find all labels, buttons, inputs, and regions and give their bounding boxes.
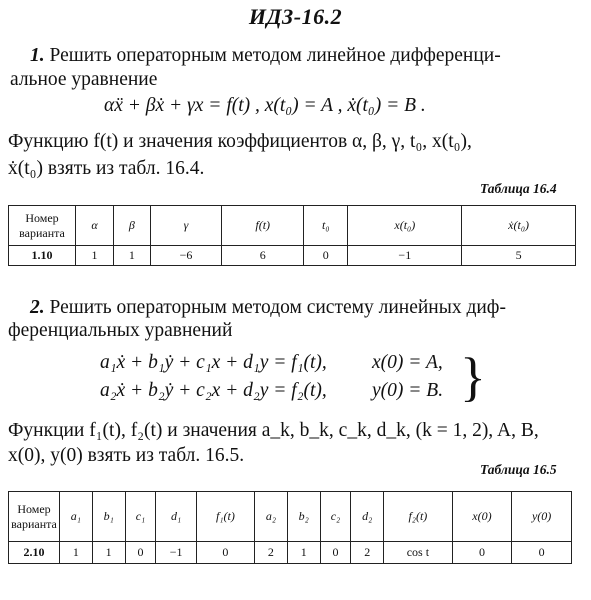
problem1-text-line2: альное уравнение (10, 69, 158, 90)
problem1-line1 (30, 44, 590, 68)
table2-cell: 2.10 (9, 542, 60, 564)
table1 (8, 205, 576, 266)
problem1-text-line3: Функцию f(t) и значения коэффициентов α, β, γ, t₀, x(t₀), (8, 131, 472, 152)
table2-cell: 0 (452, 542, 512, 564)
table2-cell: 0 (196, 542, 254, 564)
table1-cell: 0 (304, 246, 348, 266)
table-row (9, 246, 576, 266)
table1-header-cell: Номер варианта (9, 206, 76, 246)
table1-cell: 1.10 (9, 246, 76, 266)
table2-header-cell: x(0) (452, 492, 512, 542)
table1-header-cell: γ (150, 206, 222, 246)
table1-cell: 1 (114, 246, 150, 266)
problem1-text-line4: ẋ(t₀) взять из табл. 16.4. (8, 158, 205, 179)
problem2-line1 (30, 296, 590, 320)
table1-header-row (9, 206, 576, 246)
table2-cell: 1 (60, 542, 93, 564)
table1-header-cell: f(t) (222, 206, 304, 246)
table1-cell: −6 (150, 246, 222, 266)
table2 (8, 491, 572, 564)
table1-cell: 1 (76, 246, 114, 266)
problem2-text-line3: Функции f₁(t), f₂(t) и значения a_k, b_k, c_k, d_k, (k = 1, 2), A, B, (8, 420, 539, 441)
table1-cell: 6 (222, 246, 304, 266)
table2-cell: 1 (287, 542, 320, 564)
table1-caption: Таблица 16.4 (480, 181, 557, 196)
table2-cell: cos t (384, 542, 452, 564)
table2-cell: 0 (512, 542, 572, 564)
table2-header-cell: a₁ (60, 492, 93, 542)
table2-header-cell: b₂ (287, 492, 320, 542)
table2-header-row (9, 492, 572, 542)
problem2-condition1: x(0) = A, (372, 352, 443, 373)
problem1-text-line1: Решить операторным методом линейное дифференци- (49, 45, 501, 66)
table1-header-cell: t₀ (304, 206, 348, 246)
problem2-equation2: a₂ẋ + b₂ẏ + c₂x + d₂y = f₂(t), (100, 380, 327, 401)
right-brace-icon: } (460, 347, 486, 407)
table2-caption: Таблица 16.5 (480, 462, 557, 477)
table2-header-cell: a₂ (255, 492, 288, 542)
table1-header-cell: x(t₀) (348, 206, 462, 246)
problem2-text-line2: ференциальных уравнений (8, 320, 233, 341)
table1-cell: 5 (462, 246, 576, 266)
problem2-text-line4: x(0), y(0) взять из табл. 16.5. (8, 445, 245, 466)
table2-header-cell: Номер варианта (9, 492, 60, 542)
table2-header-cell: c₂ (320, 492, 351, 542)
table1-header-cell: β (114, 206, 150, 246)
table2-cell: 2 (255, 542, 288, 564)
table1-header-cell: ẋ(t₀) (462, 206, 576, 246)
table2-header-cell: y(0) (512, 492, 572, 542)
table2-header-cell: f₂(t) (384, 492, 452, 542)
problem1-equation: αẍ + βẋ + γx = f(t) , x(t₀) = A , ẋ(t₀) = B . (104, 95, 426, 116)
table2-cell: 0 (125, 542, 156, 564)
table1-header-cell: α (76, 206, 114, 246)
table2-header-cell: c₁ (125, 492, 156, 542)
problem1-number: 1. (30, 45, 45, 66)
table2-header-cell: f₁(t) (196, 492, 254, 542)
table1-cell: −1 (348, 246, 462, 266)
problem2-condition2: y(0) = B. (372, 380, 444, 401)
table2-cell: 0 (320, 542, 351, 564)
table2-header-cell: d₂ (351, 492, 384, 542)
table2-cell: 1 (92, 542, 125, 564)
problem2-number: 2. (30, 297, 45, 318)
table2-header-cell: d₁ (156, 492, 196, 542)
table2-cell: 2 (351, 542, 384, 564)
table2-header-cell: b₁ (92, 492, 125, 542)
page-title: ИДЗ-16.2 (248, 4, 343, 29)
table2-cell: −1 (156, 542, 196, 564)
table-row (9, 542, 572, 564)
problem2-text-line1: Решить операторным методом систему линейных диф- (49, 297, 506, 318)
problem2-equation1: a₁ẋ + b₁ẏ + c₁x + d₁y = f₁(t), (100, 352, 327, 373)
